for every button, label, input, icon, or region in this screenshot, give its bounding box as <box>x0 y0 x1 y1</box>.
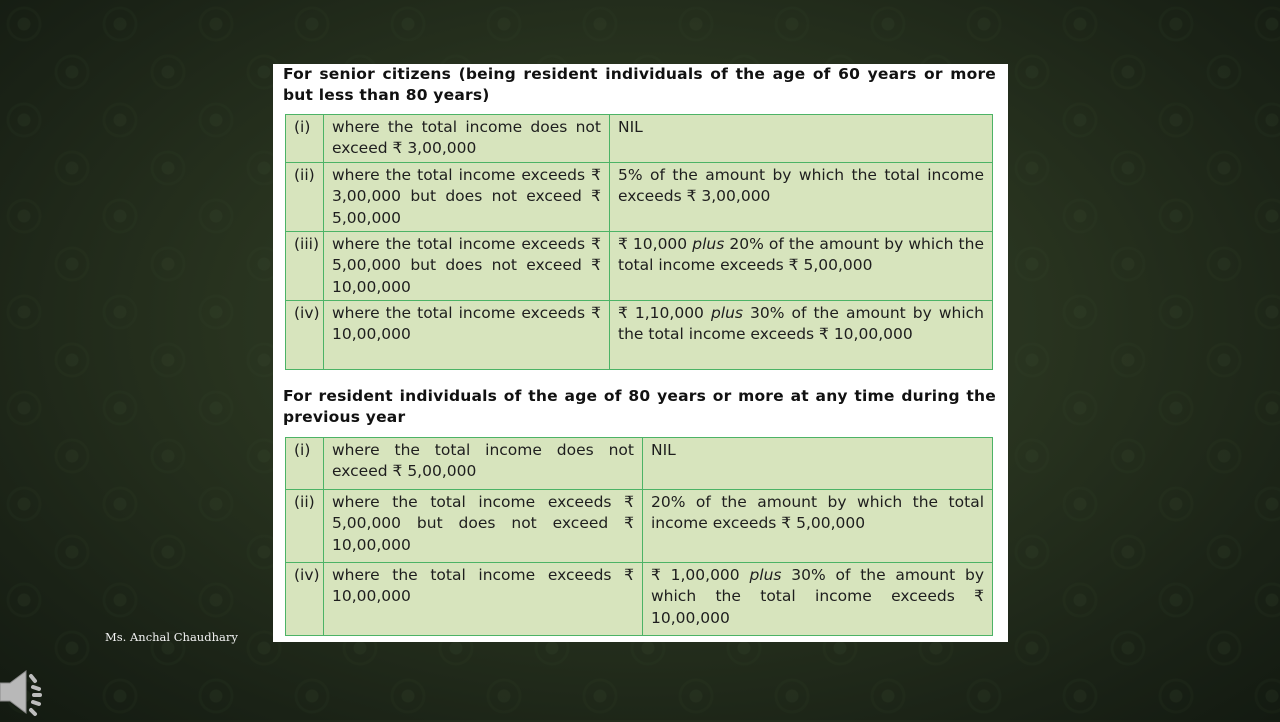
income-condition: where the total income exceeds ₹ 5,00,000 but does not exceed ₹ 10,00,000 <box>324 490 643 563</box>
rate-plus: plus <box>749 566 782 584</box>
super-senior-heading: For resident individuals of the age of 80 years or more at any time during the previous year <box>283 387 996 426</box>
table-row <box>286 438 993 490</box>
row-number: (i) <box>286 115 324 163</box>
table-row <box>286 115 993 163</box>
row-number: (iii) <box>286 232 324 301</box>
tax-rate: 5% of the amount by which the total income exceeds ₹ 3,00,000 <box>610 163 993 232</box>
tax-rate: 20% of the amount by which the total income exceeds ₹ 5,00,000 <box>643 490 993 563</box>
row-number: (ii) <box>286 163 324 232</box>
rate-percent: 30% of the amount by which the total income exceeds ₹ 10,00,000 <box>651 566 984 627</box>
row-number: (i) <box>286 438 324 490</box>
tax-rate: NIL <box>643 438 993 490</box>
table-row <box>286 232 993 301</box>
audio-speaker-icon[interactable] <box>0 666 52 718</box>
row-number: (iv) <box>286 301 324 370</box>
row-number: (iv) <box>286 563 324 636</box>
income-condition: where the total income exceeds ₹ 3,00,000 but does not exceed ₹ 5,00,000 <box>324 163 610 232</box>
table-row <box>286 301 993 370</box>
author-name: Ms. Anchal Chaudhary <box>105 630 238 644</box>
table-row <box>286 163 993 232</box>
tax-rate <box>610 301 993 370</box>
rate-plus: plus <box>692 235 725 253</box>
income-condition: where the total income does not exceed ₹ 5,00,000 <box>324 438 643 490</box>
tax-rate <box>643 563 993 636</box>
rate-percent: 20% of the amount by which the total income exceeds ₹ 5,00,000 <box>618 235 984 275</box>
rate-base: ₹ 1,00,000 <box>651 566 740 584</box>
tax-rate <box>610 232 993 301</box>
income-condition: where the total income exceeds ₹ 10,00,000 <box>324 563 643 636</box>
row-number: (ii) <box>286 490 324 563</box>
table-row <box>286 490 993 563</box>
table-row <box>286 563 993 636</box>
income-condition: where the total income exceeds ₹ 5,00,000 but does not exceed ₹ 10,00,000 <box>324 232 610 301</box>
income-condition: where the total income does not exceed ₹ 3,00,000 <box>324 115 610 163</box>
tax-rate: NIL <box>610 115 993 163</box>
super-senior-table <box>285 437 993 636</box>
rate-plus: plus <box>710 304 743 322</box>
senior-citizens-table <box>285 114 993 370</box>
income-condition: where the total income exceeds ₹ 10,00,000 <box>324 301 610 370</box>
rate-base: ₹ 1,10,000 <box>618 304 704 322</box>
tax-slab-image <box>273 64 1008 642</box>
senior-citizens-heading: For senior citizens (being resident individuals of the age of 60 years or more but less than 80 years) <box>283 65 996 104</box>
rate-base: ₹ 10,000 <box>618 235 688 253</box>
rate-percent: 30% of the amount by which the total income exceeds ₹ 10,00,000 <box>618 304 984 344</box>
